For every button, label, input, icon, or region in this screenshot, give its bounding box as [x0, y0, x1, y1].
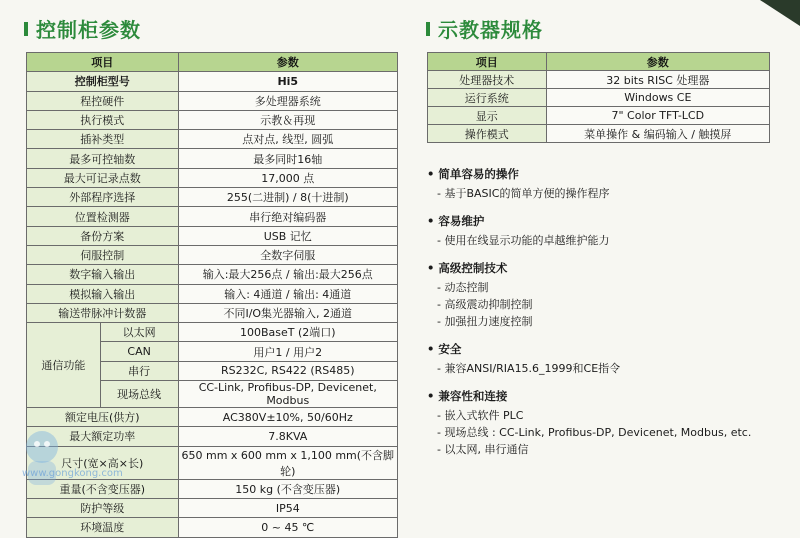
table-row	[27, 207, 398, 226]
row-value: 0 ~ 45 ℃	[178, 518, 397, 537]
row-label: 重量(不含变压器)	[27, 479, 179, 498]
feature-list	[427, 166, 787, 469]
bullet-icon: •	[427, 389, 435, 403]
comm-sub-label: 以太网	[100, 323, 178, 342]
feature-item: - 以太网, 串行通信	[437, 443, 529, 456]
row-label: 执行模式	[27, 110, 179, 129]
title-bar-icon	[24, 22, 28, 36]
title-bar-icon	[426, 22, 430, 36]
row-value: RS232C, RS422 (RS485)	[178, 361, 397, 380]
comm-group-label: 通信功能	[27, 323, 101, 408]
row-value: 32 bits RISC 处理器	[546, 71, 769, 89]
row-value: Hi5	[178, 72, 397, 91]
table-row	[27, 518, 398, 537]
row-label: 额定电压(供方)	[27, 408, 179, 427]
table-row	[27, 149, 398, 168]
feature-title: • 容易维护	[427, 214, 485, 228]
row-value: 全数字伺服	[178, 245, 397, 264]
feature-block	[427, 260, 787, 330]
table-row	[27, 226, 398, 245]
row-label: 显示	[428, 107, 547, 125]
row-value: CC-Link, Profibus-DP, Devicenet, Modbus	[178, 381, 397, 408]
row-label: 最多可控轴数	[27, 149, 179, 168]
row-label: 位置检测器	[27, 207, 179, 226]
bullet-icon: •	[427, 342, 435, 356]
row-value: 示教＆再现	[178, 110, 397, 129]
row-value: 多处理器系统	[178, 91, 397, 110]
table-row	[27, 284, 398, 303]
table-row	[27, 91, 398, 110]
row-label: 防护等级	[27, 498, 179, 517]
feature-item: - 兼容ANSI/RIA15.6_1999和CE指令	[437, 362, 621, 375]
table-header-row	[27, 53, 398, 72]
feature-item: - 现场总线 : CC-Link, Profibus-DP, Devicenet, Modbus, etc.	[437, 426, 752, 439]
corner-decoration	[760, 0, 800, 26]
pendant-spec-table	[427, 52, 770, 143]
row-value: 255(二进制) / 8(十进制)	[178, 188, 397, 207]
comm-sub-label: 串行	[100, 361, 178, 380]
feature-block	[427, 213, 787, 249]
row-value: 7.8KVA	[178, 427, 397, 446]
feature-title: • 高级控制技术	[427, 261, 508, 275]
row-label: 外部程序选择	[27, 188, 179, 207]
row-value: 输入:最大256点 / 输出:最大256点	[178, 265, 397, 284]
row-label: 程控硬件	[27, 91, 179, 110]
row-value: IP54	[178, 498, 397, 517]
table-row	[27, 498, 398, 517]
row-label: 最大额定功率	[27, 427, 179, 446]
bullet-icon: •	[427, 167, 435, 181]
header-param: 参数	[546, 53, 769, 71]
watermark-text: www.gongkong.com	[22, 468, 123, 479]
row-value: 150 kg (不含变压器)	[178, 479, 397, 498]
table-row	[27, 72, 398, 91]
row-label: 数字输入输出	[27, 265, 179, 284]
feature-item: - 嵌入式软件 PLC	[437, 409, 524, 422]
table-row	[27, 188, 398, 207]
row-value: 菜单操作 & 编码输入 / 触摸屏	[546, 125, 769, 143]
row-label: 伺服控制	[27, 245, 179, 264]
row-value: 输入: 4通道 / 输出: 4通道	[178, 284, 397, 303]
row-value: 17,000 点	[178, 168, 397, 187]
feature-block	[427, 388, 787, 458]
row-value: AC380V±10%, 50/60Hz	[178, 408, 397, 427]
feature-title: • 兼容性和连接	[427, 389, 508, 403]
row-value: 不同I/O集光器输入, 2通道	[178, 303, 397, 322]
feature-item: - 动态控制	[437, 281, 489, 294]
comm-sub-label: CAN	[100, 342, 178, 361]
header-param: 参数	[178, 53, 397, 72]
row-label: 尺寸(宽×高×长)	[27, 446, 179, 479]
row-label: 插补类型	[27, 130, 179, 149]
table-row	[27, 303, 398, 322]
row-value: 串行绝对编码器	[178, 207, 397, 226]
table-row	[27, 130, 398, 149]
row-label: 模拟输入输出	[27, 284, 179, 303]
row-value: 用户1 / 用户2	[178, 342, 397, 361]
row-label: 输送带脉冲计数器	[27, 303, 179, 322]
table-row	[27, 110, 398, 129]
header-item: 项目	[27, 53, 179, 72]
feature-block	[427, 166, 787, 202]
right-section-title: 示教器规格	[426, 14, 543, 43]
feature-title: • 安全	[427, 342, 462, 356]
table-row	[428, 89, 770, 107]
row-value: Windows CE	[546, 89, 769, 107]
comm-sub-label: 现场总线	[100, 381, 178, 408]
table-row	[27, 168, 398, 187]
feature-title: • 简单容易的操作	[427, 167, 519, 181]
mascot-watermark-icon	[18, 417, 138, 497]
row-value: 7" Color TFT-LCD	[546, 107, 769, 125]
bullet-icon: •	[427, 261, 435, 275]
table-row	[27, 245, 398, 264]
row-label: 备份方案	[27, 226, 179, 245]
row-label: 控制柜型号	[27, 72, 179, 91]
feature-block	[427, 341, 787, 377]
feature-item: - 基于BASIC的简单方便的操作程序	[437, 187, 610, 200]
row-value: 650 mm x 600 mm x 1,100 mm(不含脚轮)	[178, 446, 397, 479]
table-row	[428, 71, 770, 89]
left-section-title: 控制柜参数	[24, 14, 141, 43]
feature-item: - 加强扭力速度控制	[437, 315, 533, 328]
row-value: 点对点, 线型, 圆弧	[178, 130, 397, 149]
table-row	[27, 265, 398, 284]
row-value: 100BaseT (2端口)	[178, 323, 397, 342]
row-value: USB 记忆	[178, 226, 397, 245]
table-header-row	[428, 53, 770, 71]
table-row	[428, 125, 770, 143]
row-label: 最大可记录点数	[27, 168, 179, 187]
feature-item: - 使用在线显示功能的卓越维护能力	[437, 234, 610, 247]
row-label: 操作模式	[428, 125, 547, 143]
row-value: 最多同时16轴	[178, 149, 397, 168]
row-label: 处理器技术	[428, 71, 547, 89]
table-row	[27, 323, 398, 342]
row-label: 运行系统	[428, 89, 547, 107]
bullet-icon: •	[427, 214, 435, 228]
row-label: 环境温度	[27, 518, 179, 537]
header-item: 项目	[428, 53, 547, 71]
feature-item: - 高级震动抑制控制	[437, 298, 533, 311]
table-row	[428, 107, 770, 125]
